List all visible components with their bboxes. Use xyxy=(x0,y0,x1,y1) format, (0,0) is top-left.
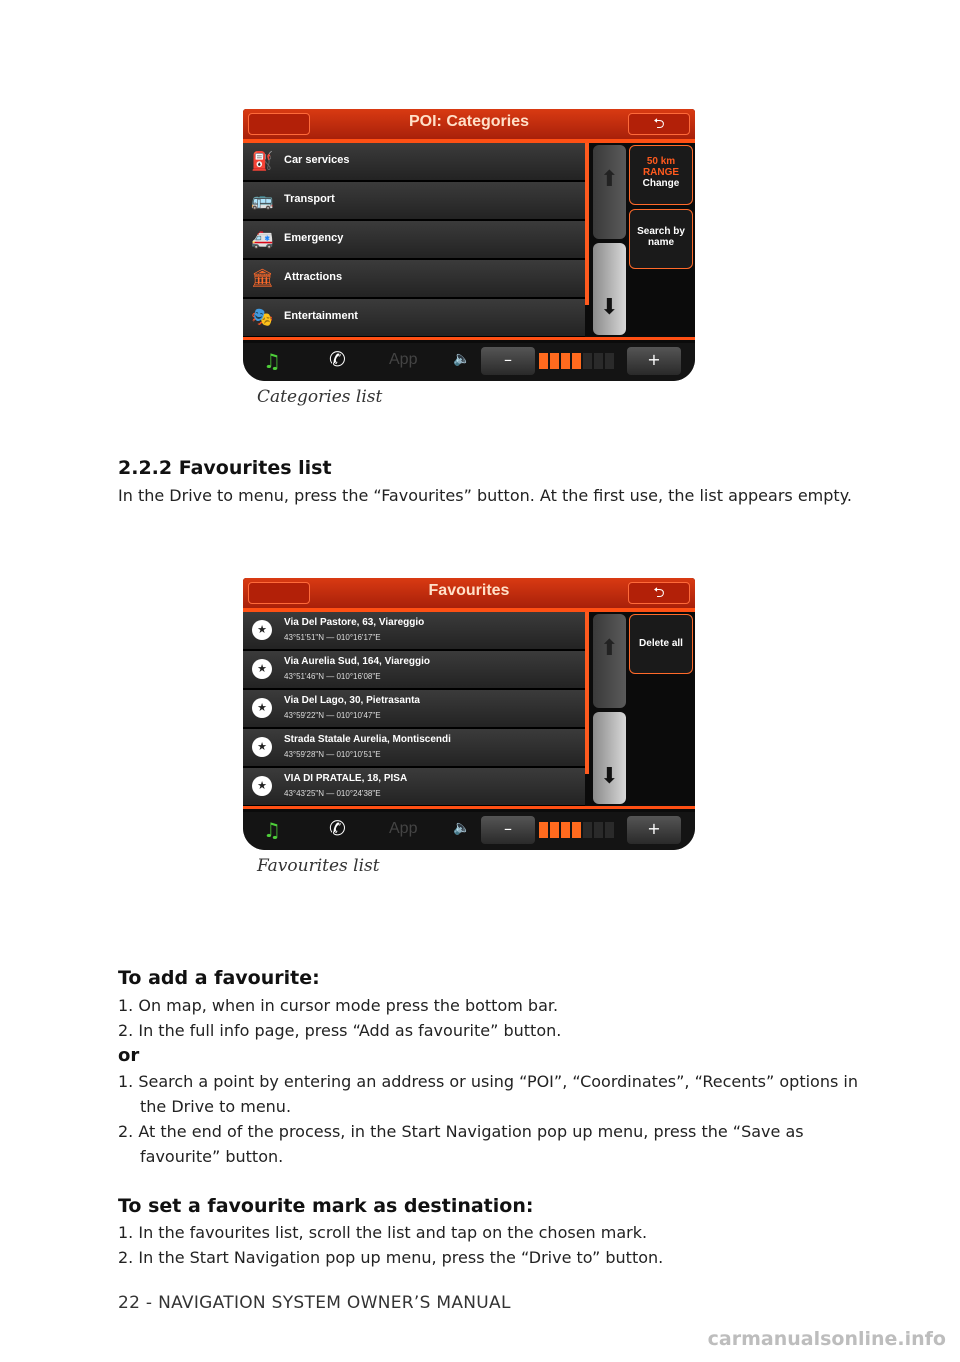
add-favourite-heading: To add a favourite: xyxy=(118,967,320,989)
list-item[interactable]: ★ Strada Statale Aurelia, Montiscendi 43°59'28"N — 010°10'51"E xyxy=(243,729,585,768)
category-list xyxy=(243,143,585,338)
music-icon[interactable]: ♫ xyxy=(263,349,281,373)
arrow-up-icon: ⬆ xyxy=(600,167,619,192)
section-paragraph: In the Drive to menu, press the “Favourites” button. At the first use, the list appears empty. xyxy=(118,486,852,505)
or-label: or xyxy=(118,1045,140,1066)
favourites-screenshot xyxy=(243,578,695,850)
theater-masks-icon: 🎭 xyxy=(251,307,274,328)
poi-categories-screenshot xyxy=(243,109,695,381)
list-item[interactable]: 🚌 Transport xyxy=(243,182,585,221)
app-button[interactable]: App xyxy=(389,351,418,368)
list-item[interactable]: ★ Via Del Pastore, 63, Viareggio 43°51'51"N — 010°16'17"E xyxy=(243,612,585,651)
section-heading: 2.2.2 Favourites list xyxy=(118,457,332,479)
arrow-up-icon: ⬆ xyxy=(600,636,619,661)
list-item[interactable]: 🏛 Attractions xyxy=(243,260,585,299)
favourite-pin-icon: ★ xyxy=(252,737,272,757)
volume-down-button[interactable]: – xyxy=(481,816,535,844)
speaker-icon: 🔈 xyxy=(453,820,471,836)
volume-level xyxy=(539,822,619,838)
favourite-pin-icon: ★ xyxy=(252,620,272,640)
volume-down-button[interactable]: – xyxy=(481,347,535,375)
favourite-pin-icon: ★ xyxy=(252,776,272,796)
app-button[interactable]: App xyxy=(389,820,418,837)
favourite-pin-icon: ★ xyxy=(252,698,272,718)
range-change-button[interactable]: 50 km RANGE Change xyxy=(629,145,693,205)
figure-caption: Categories list xyxy=(257,387,383,407)
scroll-down-button[interactable] xyxy=(593,712,626,804)
arrow-down-icon: ⬇ xyxy=(600,295,619,320)
add-steps-a: 1. On map, when in cursor mode press the bottom bar. 2. In the full info page, press “Add as favourite” button. xyxy=(118,996,562,1040)
speaker-icon: 🔈 xyxy=(453,351,471,367)
map-button[interactable] xyxy=(248,113,310,135)
screen-title: POI: Categories xyxy=(408,113,530,130)
scroll-down-button[interactable] xyxy=(593,243,626,335)
volume-up-button[interactable]: + xyxy=(627,816,681,844)
back-arrow-icon: ⮌ xyxy=(653,585,665,601)
figure-caption: Favourites list xyxy=(257,856,380,876)
screen-title: Favourites xyxy=(428,582,510,599)
volume-level xyxy=(539,353,619,369)
back-arrow-icon: ⮌ xyxy=(653,116,665,132)
list-item[interactable]: ★ Via Del Lago, 30, Pietrasanta 43°59'22"N — 010°10'47"E xyxy=(243,690,585,729)
map-button[interactable] xyxy=(248,582,310,604)
back-button[interactable] xyxy=(628,582,690,604)
list-item[interactable]: 🎭 Entertainment xyxy=(243,299,585,338)
delete-all-button[interactable]: Delete all xyxy=(629,614,693,674)
volume-up-button[interactable]: + xyxy=(627,347,681,375)
page-footer: 22 - NAVIGATION SYSTEM OWNER’S MANUAL xyxy=(118,1293,511,1313)
bus-icon: 🚌 xyxy=(251,190,274,211)
scroll-up-button[interactable] xyxy=(593,614,626,708)
phone-icon[interactable]: ✆ xyxy=(329,347,346,371)
bottom-bar xyxy=(243,812,695,850)
list-item[interactable]: ★ VIA DI PRATALE, 18, PISA 43°43'25"N — 010°24'38"E xyxy=(243,768,585,807)
favourites-list xyxy=(243,612,585,807)
watermark: carmanualsonline.info xyxy=(707,1328,946,1350)
back-button[interactable] xyxy=(628,113,690,135)
add-steps-b: 1. Search a point by entering an address or using “POI”, “Coordinates”, “Recents” options in the Drive to menu. 2. At the end of the process, in the Start Navigation pop up menu, press the “Save as favourite” button. xyxy=(118,1072,858,1166)
bottom-bar xyxy=(243,343,695,381)
list-item[interactable]: ⛽ Car services xyxy=(243,143,585,182)
list-item[interactable]: 🚑 Emergency xyxy=(243,221,585,260)
destination-steps: 1. In the favourites list, scroll the list and tap on the chosen mark. 2. In the Start Navigation pop up menu, press the “Drive to” button. xyxy=(118,1223,664,1267)
arrow-down-icon: ⬇ xyxy=(600,764,619,789)
list-item[interactable]: ★ Via Aurelia Sud, 164, Viareggio 43°51'46"N — 010°16'08"E xyxy=(243,651,585,690)
fuel-pump-icon: ⛽ xyxy=(251,151,274,172)
phone-icon[interactable]: ✆ xyxy=(329,816,346,840)
music-icon[interactable]: ♫ xyxy=(263,818,281,842)
ambulance-icon: 🚑 xyxy=(251,229,274,250)
search-by-name-button[interactable]: Search by name xyxy=(629,209,693,269)
favourite-pin-icon: ★ xyxy=(252,659,272,679)
destination-heading: To set a favourite mark as destination: xyxy=(118,1195,534,1217)
scroll-up-button[interactable] xyxy=(593,145,626,239)
museum-icon: 🏛 xyxy=(251,268,274,289)
